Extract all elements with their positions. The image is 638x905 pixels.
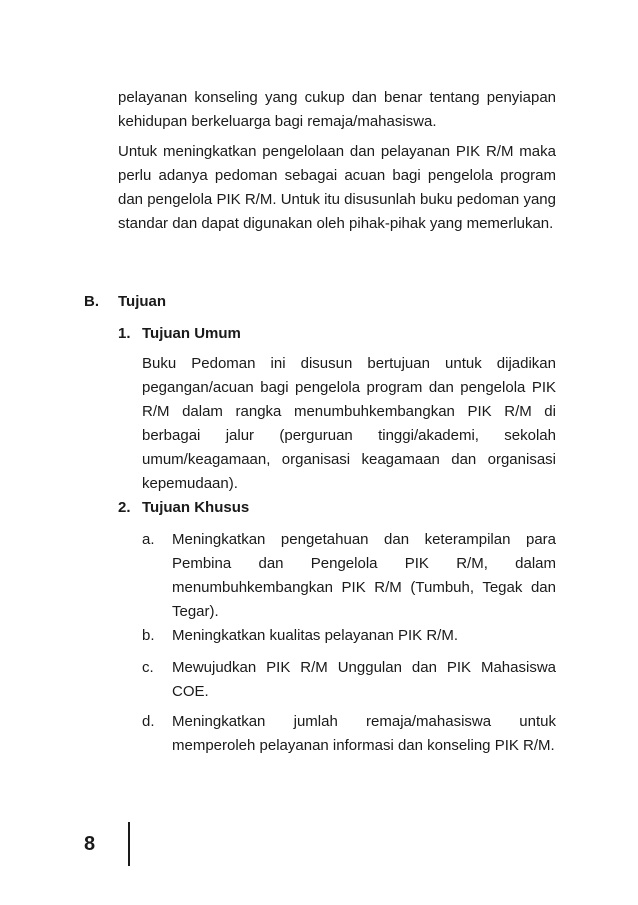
specific-goal-title: Tujuan Khusus: [142, 499, 250, 516]
list-item-c-text: Mewujudkan PIK R/M Unggulan dan PIK Mahasiswa COE.: [172, 659, 556, 700]
intro-paragraph-2: Untuk meningkatkan pengelolaan dan pelayanan PIK R/M maka perlu adanya pedoman sebagai acuan bagi pengelola program dan pengelola PIK R/M. Untuk itu disusunlah buku pedoman yang standar dan dapat digunakan oleh pihak-pihak yang memerlukan.: [118, 143, 556, 232]
list-item-b-marker: b.: [142, 627, 155, 644]
general-goal-marker: 1.: [118, 325, 131, 342]
specific-goal-marker: 2.: [118, 499, 131, 516]
intro-paragraph-1: pelayanan konseling yang cukup dan benar tentang penyiapan kehidupan berkeluarga bagi remaja/mahasiswa.: [118, 89, 556, 130]
section-b-title: Tujuan: [118, 293, 167, 310]
list-item-b-text: Meningkatkan kualitas pelayanan PIK R/M.: [172, 627, 458, 644]
list-item-c-marker: c.: [142, 659, 154, 676]
list-item-d-marker: d.: [142, 713, 155, 730]
general-goal-text: Buku Pedoman ini disusun bertujuan untuk dijadikan pegangan/acuan bagi pengelola program dan pengelola PIK R/M dalam rangka menumbuhkembangkan PIK R/M di berbagai jalur (perguruan tinggi/akademi, sekolah umum/keagamaan, organisasi keagamaan dan organisasi kepemudaan).: [142, 355, 556, 492]
section-b-marker: B.: [84, 293, 99, 310]
footer-divider: [128, 822, 130, 866]
page-number: 8: [84, 833, 96, 855]
list-item-a-marker: a.: [142, 531, 155, 548]
list-item-a-text: Meningkatkan pengetahuan dan keterampilan para Pembina dan Pengelola PIK R/M, dalam menumbuhkembangkan PIK R/M (Tumbuh, Tegak dan Tegar).: [172, 531, 556, 620]
general-goal-title: Tujuan Umum: [142, 325, 241, 342]
list-item-d-text: Meningkatkan jumlah remaja/mahasiswa untuk memperoleh pelayanan informasi dan konseling PIK R/M.: [172, 713, 556, 754]
